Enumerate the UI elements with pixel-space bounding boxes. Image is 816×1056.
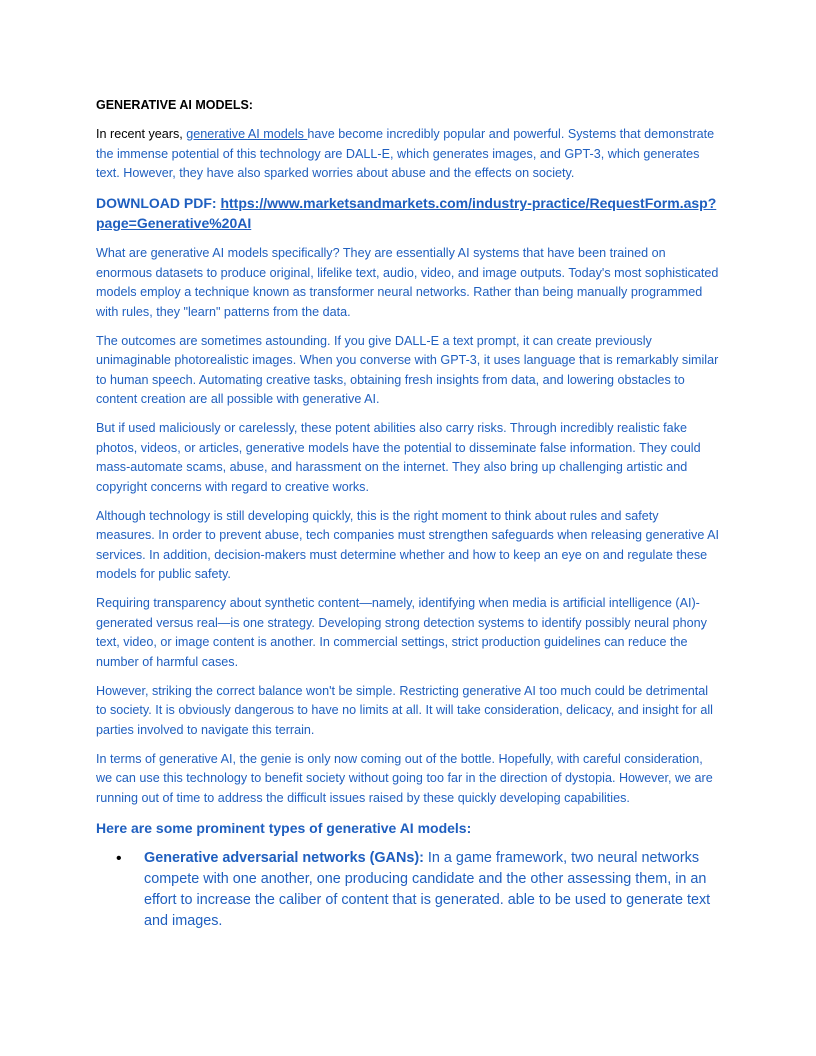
document-title: GENERATIVE AI MODELS:: [96, 98, 253, 112]
bullet-term: Generative adversarial networks (GANs):: [144, 849, 424, 866]
bullet-text: In a game framework, two neural networks compete with one another, one producing candidate and the other assessing them, in an effort to increase the caliber of content that is generated. able to be used to generate text and images.: [144, 849, 711, 929]
model-types-list: [96, 848, 720, 932]
download-pdf-label: DOWNLOAD PDF:: [96, 195, 221, 211]
body-paragraph: The outcomes are sometimes astounding. If you give DALL-E a text prompt, it can create previously unimaginable photorealistic images. When you converse with GPT-3, it uses language that is remarkably similar to human speech. Automating creative tasks, obtaining fresh insights from data, and lowering obstacles to content creation are all possible with generative AI.: [96, 333, 719, 406]
intro-prefix: In recent years,: [96, 127, 187, 141]
download-pdf-link[interactable]: https://www.marketsandmarkets.com/industry-practice/RequestForm.asp?page=Generative%20AI: [96, 195, 717, 231]
intro-text: have become incredibly popular and powerful. Systems that demonstrate the immense potential of this technology are DALL-E, which generates images, and GPT-3, which generates text. However, they have also sparked worries about abuse and the effects on society.: [96, 127, 715, 180]
body-paragraph: However, striking the correct balance won't be simple. Restricting generative AI too much could be detrimental to society. It is obviously dangerous to have no limits at all. It will take consideration, delicacy, and insight for all parties involved to navigate this terrain.: [96, 683, 713, 737]
document-page: [96, 96, 720, 932]
bullet-icon: •: [116, 849, 122, 867]
section-subheading: Here are some prominent types of generative AI models:: [96, 819, 472, 836]
body-paragraph: In terms of generative AI, the genie is only now coming out of the bottle. Hopefully, with careful consideration, we can use this technology to benefit society without going too far in the direction of dystopia. However, we are running out of time to address the difficult issues raised by these quickly developing capabilities.: [96, 751, 713, 805]
body-paragraph: What are generative AI models specifically? They are essentially AI systems that have been trained on enormous datasets to produce original, lifelike text, audio, video, and image outputs. Today's most sophisticated models employ a technique known as transformer neural networks. Rather than being manually programmed with rules, they "learn" patterns from the data.: [96, 246, 719, 319]
body-paragraph: Although technology is still developing quickly, this is the right moment to think about rules and safety measures. In order to prevent abuse, tech companies must strengthen safeguards when releasing generative AI services. In addition, decision-makers must determine whether and how to keep an eye on and regulate these models for public safety.: [96, 508, 720, 581]
body-paragraph: But if used maliciously or carelessly, these potent abilities also carry risks. Through incredibly realistic fake photos, videos, or articles, generative models have the potential to disseminate false information. They could mass-automate scams, abuse, and harassment on the internet. They also bring up challenging artistic and copyright concerns with regard to creative works.: [96, 421, 701, 494]
intro-paragraph: [96, 125, 720, 184]
download-pdf-line: [96, 193, 720, 233]
list-item: [96, 848, 720, 932]
generative-ai-models-link[interactable]: generative AI models: [186, 127, 308, 141]
body-paragraph: Requiring transparency about synthetic content—namely, identifying when media is artificial intelligence (AI)-generated versus real—is one strategy. Developing strong detection systems to identify possibly neural phony text, video, or image content is another. In commercial settings, strict production guidelines can reduce the number of harmful cases.: [96, 596, 707, 669]
